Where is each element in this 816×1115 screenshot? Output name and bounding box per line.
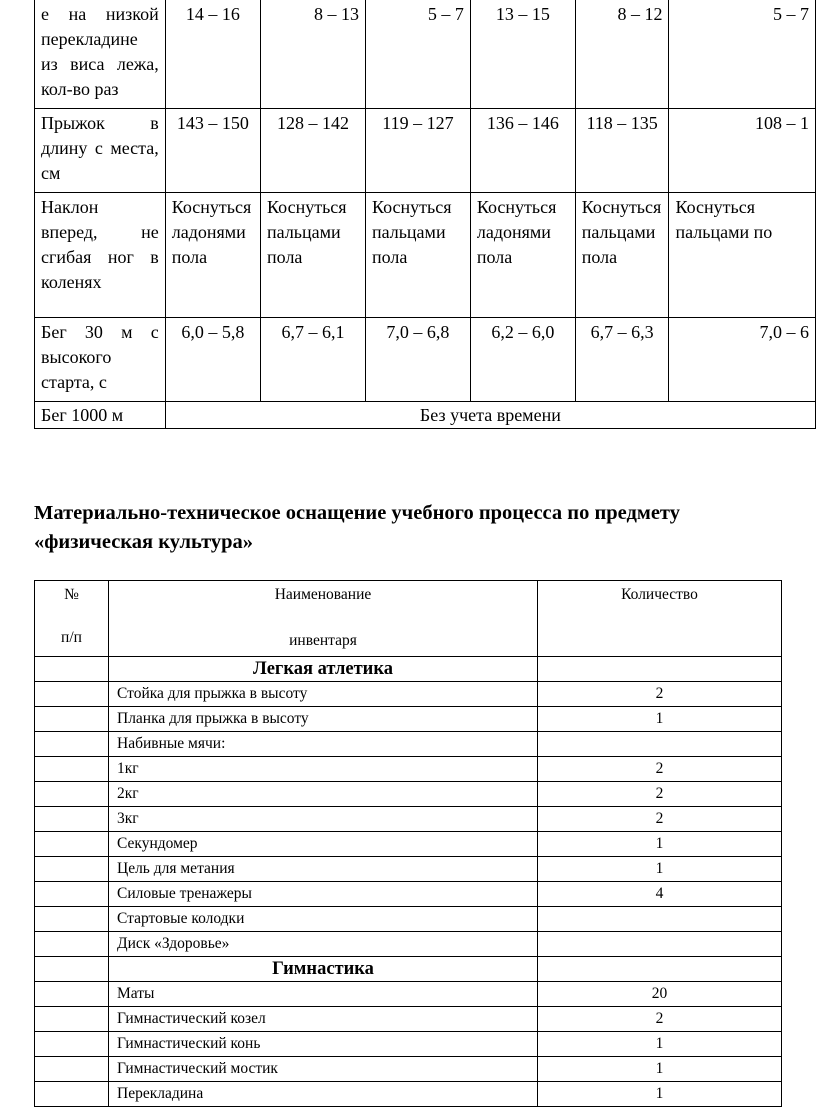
norm-cell: 6,7 – 6,1: [261, 318, 366, 402]
exercise-name: Наклон вперед, не сгибая ног в коленях: [35, 193, 166, 318]
table-row: [35, 1007, 782, 1032]
norm-cell: 14 – 16: [165, 0, 260, 109]
inventory-table: [34, 580, 782, 1107]
table-row: [35, 982, 782, 1007]
table-row: [35, 932, 782, 957]
header-number-line1: №: [64, 586, 79, 603]
table-row: [35, 807, 782, 832]
table-row: [35, 1082, 782, 1107]
item-name: Стартовые колодки: [109, 907, 538, 932]
table-row: [35, 1032, 782, 1057]
table-row: [35, 857, 782, 882]
table-row: [35, 682, 782, 707]
number-cell: [35, 657, 109, 682]
item-quantity: 1: [538, 1032, 782, 1057]
number-cell: [35, 682, 109, 707]
header-name-line1: Наименование: [274, 586, 372, 603]
quantity-cell: [538, 957, 782, 982]
table-row: [35, 318, 816, 402]
exercise-name: Прыжок в длину с места, см: [35, 109, 166, 193]
header-name: [109, 581, 538, 657]
item-name: Диск «Здоровье»: [109, 932, 538, 957]
item-name: Набивные мячи:: [109, 732, 538, 757]
norm-cell: Коснуться пальцами пола: [365, 193, 470, 318]
norm-cell: 143 – 150: [165, 109, 260, 193]
table-row: [35, 402, 816, 429]
item-name: Цель для метания: [109, 857, 538, 882]
number-cell: [35, 732, 109, 757]
norm-cell: Коснуться пальцами пола: [575, 193, 669, 318]
number-cell: [35, 982, 109, 1007]
exercise-name: Бег 1000 м: [35, 402, 166, 429]
norm-cell: 6,7 – 6,3: [575, 318, 669, 402]
item-quantity: 1: [538, 832, 782, 857]
norm-cell: 8 – 13: [261, 0, 366, 109]
item-quantity: 2: [538, 757, 782, 782]
exercise-name: Бег 30 м с высокого старта, с: [35, 318, 166, 402]
table-row: [35, 882, 782, 907]
item-name: Гимнастический конь: [109, 1032, 538, 1057]
norm-cell: 108 – 1: [669, 109, 816, 193]
norm-cell: Коснуться пальцами пола: [261, 193, 366, 318]
header-number: [35, 581, 109, 657]
section-row: [35, 657, 782, 682]
table-row: [35, 707, 782, 732]
item-name: Маты: [109, 982, 538, 1007]
item-name: 3кг: [109, 807, 538, 832]
norm-cell: 128 – 142: [261, 109, 366, 193]
norm-cell: 13 – 15: [470, 0, 575, 109]
item-quantity: 1: [538, 1082, 782, 1107]
item-quantity: 2: [538, 1007, 782, 1032]
number-cell: [35, 932, 109, 957]
item-name: Секундомер: [109, 832, 538, 857]
number-cell: [35, 882, 109, 907]
table-row: [35, 1057, 782, 1082]
norm-cell: 6,0 – 5,8: [165, 318, 260, 402]
table-header-row: [35, 581, 782, 657]
item-quantity: [538, 932, 782, 957]
norm-cell: 5 – 7: [365, 0, 470, 109]
item-name: 2кг: [109, 782, 538, 807]
section-title: Гимнастика: [109, 957, 538, 982]
table-row: [35, 193, 816, 318]
table-row: [35, 757, 782, 782]
item-quantity: 2: [538, 782, 782, 807]
item-name: Силовые тренажеры: [109, 882, 538, 907]
norm-cell: 136 – 146: [470, 109, 575, 193]
heading-line: Материально-техническое оснащение учебного процесса по предмету: [34, 502, 680, 524]
number-cell: [35, 857, 109, 882]
item-name: Перекладина: [109, 1082, 538, 1107]
item-quantity: 4: [538, 882, 782, 907]
table-row: [35, 782, 782, 807]
merged-cell: Без учета времени: [165, 402, 815, 429]
item-name: 1кг: [109, 757, 538, 782]
table-row: [35, 732, 782, 757]
number-cell: [35, 1082, 109, 1107]
item-quantity: 20: [538, 982, 782, 1007]
number-cell: [35, 907, 109, 932]
quantity-cell: [538, 657, 782, 682]
item-quantity: 2: [538, 807, 782, 832]
norm-cell: 6,2 – 6,0: [470, 318, 575, 402]
number-cell: [35, 757, 109, 782]
header-name-line2: инвентаря: [289, 632, 357, 649]
norm-cell: Коснуться ладонями пола: [470, 193, 575, 318]
number-cell: [35, 832, 109, 857]
item-quantity: 1: [538, 1057, 782, 1082]
item-name: Планка для прыжка в высоту: [109, 707, 538, 732]
item-quantity: 1: [538, 857, 782, 882]
norm-cell: 5 – 7: [669, 0, 816, 109]
table-row: [35, 0, 816, 109]
table-row: [35, 109, 816, 193]
norm-cell: 119 – 127: [365, 109, 470, 193]
exercise-name: е на низкой перекладине из виса лежа, кол-во раз: [35, 0, 166, 109]
norms-table: [34, 0, 816, 429]
table-row: [35, 832, 782, 857]
number-cell: [35, 1007, 109, 1032]
number-cell: [35, 957, 109, 982]
norm-cell: 7,0 – 6,8: [365, 318, 470, 402]
number-cell: [35, 1057, 109, 1082]
number-cell: [35, 807, 109, 832]
item-name: Гимнастический мостик: [109, 1057, 538, 1082]
header-quantity: Количество: [538, 581, 782, 657]
number-cell: [35, 707, 109, 732]
norm-cell: 8 – 12: [575, 0, 669, 109]
header-number-line2: п/п: [61, 629, 82, 646]
item-quantity: [538, 732, 782, 757]
heading-line: «физическая культура»: [34, 531, 254, 553]
norm-cell: 118 – 135: [575, 109, 669, 193]
item-quantity: 2: [538, 682, 782, 707]
norm-cell: Коснуться пальцами по: [669, 193, 816, 318]
norm-cell: 7,0 – 6: [669, 318, 816, 402]
item-quantity: [538, 907, 782, 932]
section-heading: [34, 499, 816, 557]
section-title: Легкая атлетика: [109, 657, 538, 682]
norm-cell: Коснуться ладонями пола: [165, 193, 260, 318]
table-row: [35, 907, 782, 932]
item-quantity: 1: [538, 707, 782, 732]
number-cell: [35, 1032, 109, 1057]
section-row: [35, 957, 782, 982]
item-name: Гимнастический козел: [109, 1007, 538, 1032]
number-cell: [35, 782, 109, 807]
item-name: Стойка для прыжка в высоту: [109, 682, 538, 707]
